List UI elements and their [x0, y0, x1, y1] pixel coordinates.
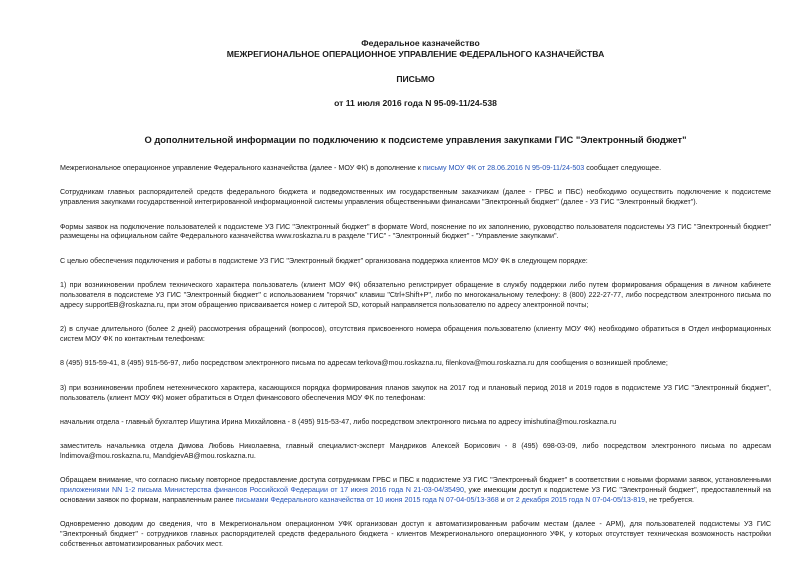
- issuer-division: МЕЖРЕГИОНАЛЬНОЕ ОПЕРАЦИОННОЕ УПРАВЛЕНИЕ ФЕДЕРАЛЬНОГО КАЗНАЧЕЙСТВА: [226, 49, 605, 59]
- paragraph: 2) в случае длительного (более 2 дней) рассмотрения обращений (вопросов), отсутствия присвоенного номера обращения пользователю (клиенту МОУ ФК) необходимо обратиться в Отдел информационных систем МОУ ФК по контактным телефонам:: [60, 325, 771, 343]
- paragraph: 3) при возникновении проблем нетехнического характера, касающихся порядка формирования планов закупок на 2017 год и плановый период 2018 и 2019 годов в подсистеме УЗ ГИС "Электронный бюджет", пользователь (клиент МОУ ФК) может обратиться в Отдел финансового обеспечения МОУ ФК по телефонам:: [60, 383, 771, 402]
- paragraph: начальник отдела - главный бухгалтер Ишутина Ирина Михайловна - 8 (495) 915-53-47, либо посредством электронного письма по адресу imishutina@mou.roskazna.ru: [60, 417, 617, 426]
- paragraph: Формы заявок на подключение пользователей к подсистеме УЗ ГИС "Электронный бюджет" в формате Word, пояснение по их заполнению, руководство пользователя подсистемы УЗ ГИС "Электронный бюджет" размещены на официальном сайте Федерального казначейства www.roskazna.ru в разделе "ГИС" - "Электронный бюджет" - "Управление закупками".: [60, 222, 771, 241]
- paragraph: 1) при возникновении проблем технического характера пользователь (клиент МОУ ФК) обязательно регистрирует обращение в службу поддержки либо путем формирования обращения в личном кабинете пользователя в подсистеме УЗ ГИС "Электронный бюджет" с использованием "горячих" клавиш "Ctrl+Shift+P", либо по многоканальному телефону: 8 (800) 222-27-77, либо посредством электронного письма по адресу supportEB@roskazna.ru, при этом обращению присваивается номер с литерой SD, который направляется пользователю по адресу электронной почты;: [60, 281, 771, 309]
- reference-link[interactable]: от 2 декабря 2015 года N 07-04-05/13-819: [506, 496, 646, 505]
- paragraph: С целью обеспечения подключения и работы в подсистеме УЗ ГИС "Электронный бюджет" организована поддержка клиентов МОУ ФК в следующем порядке:: [60, 256, 588, 265]
- paragraph-text: , уже имеющим доступ к подсистеме УЗ ГИС "Электронный бюджет", предоставленный на основании заявок по формам, направленным ранее: [60, 486, 771, 505]
- paragraph: 8 (495) 915-59-41, 8 (495) 915-56-97, либо посредством электронного письма по адресам terkova@mou.roskazna.ru, filenkova@mou.roskazna.ru для сообщения о возникшей проблеме;: [60, 359, 668, 368]
- paragraph-text: сообщает следующее.: [584, 164, 662, 172]
- paragraph-text: Межрегиональное операционное управление Федерального казначейства (далее - МОУ ФК) в дополнение к: [60, 164, 423, 172]
- reference-link[interactable]: приложениями NN 1-2 письма Министерства финансов Российской Федерации от 17 июня 2016 года N 21-03-04/35490: [60, 486, 464, 495]
- document-type: ПИСЬМО: [396, 74, 435, 84]
- document-date-number: от 11 июля 2016 года N 95-09-11/24-538: [334, 98, 497, 108]
- paragraph: Одновременно доводим до сведения, что в Межрегиональном операционном УФК организован доступ к автоматизированным рабочим местам (далее - АРМ), для пользователей подсистемы УЗ ГИС "Электронный бюджет" - сотрудников главных распорядителей средств федерального бюджета - клиентов Межрегионального операционного УФК, у которых отсутствует техническая возможность настройки собственных автоматизированных рабочих мест.: [60, 520, 771, 549]
- paragraph: Сотрудникам главных распорядителей средств федерального бюджета и подведомственных им государственным заказчикам (далее - ГРБС и ПБС) необходимо осуществить подключение к подсистеме управления закупками государственной интегрированной информационной системы управления общественными финансами "Электронный бюджет" (далее - УЗ ГИС "Электронный бюджет").: [60, 188, 771, 207]
- document-header: [60, 38, 771, 134]
- paragraph: [60, 164, 771, 174]
- paragraph: [60, 476, 771, 505]
- paragraph: заместитель начальника отдела Димова Любовь Николаевна, главный специалист-эксперт Мандриков Алексей Борисович - 8 (495) 698-03-09, либо посредством электронного письма по адресам lndimova@mou.roskazna.ru, MandgievAB@mou.roskazna.ru.: [60, 442, 771, 461]
- reference-link[interactable]: письму МОУ ФК от 28.06.2016 N 95-09-11/24-503: [422, 164, 585, 172]
- document-body: [60, 164, 771, 550]
- paragraph-text: Обращаем внимание, что согласно письму повторное предоставление доступа сотрудникам ГРБС и ПБС к подсистеме УЗ ГИС "Электронный бюджет" в соответствии с новыми формами заявок, установленными: [60, 476, 771, 485]
- issuer-name: Федеральное казначейство: [361, 38, 480, 48]
- paragraph-text: и: [498, 496, 507, 505]
- paragraph-text: , не требуется.: [645, 496, 694, 505]
- reference-link[interactable]: письмами Федерального казначейства от 10 июня 2015 года N 07-04-05/13-368: [235, 496, 499, 505]
- document-title: О дополнительной информации по подключению к подсистеме управления закупками ГИС "Электронный бюджет": [144, 134, 687, 145]
